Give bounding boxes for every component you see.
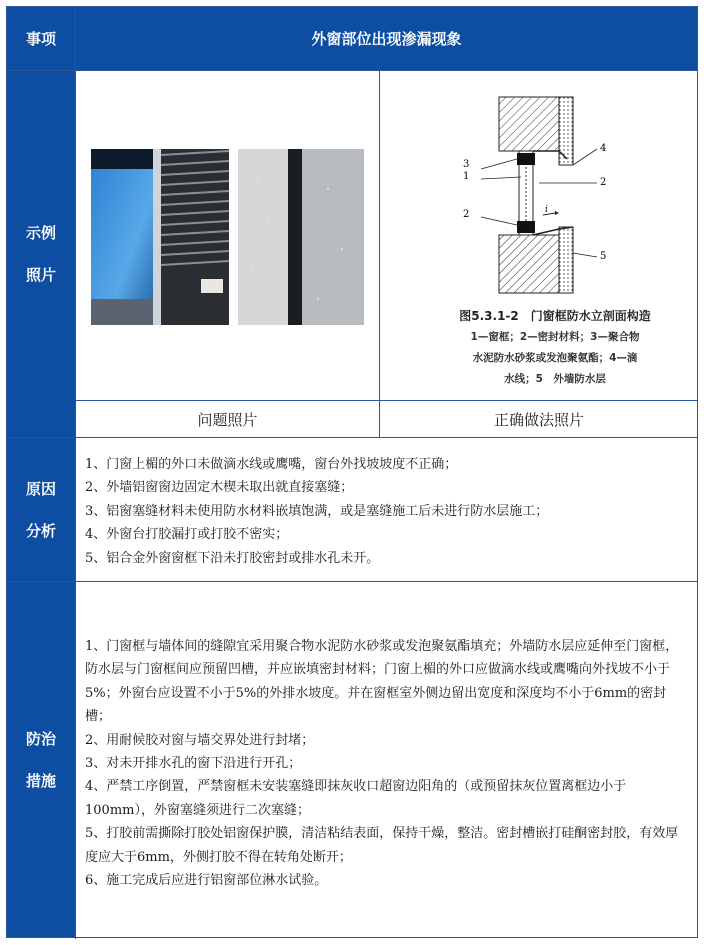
- callout-label: i: [545, 205, 548, 215]
- list-item: 3、铝窗塞缝材料未使用防水材料嵌填饱满，或是塞缝施工后未进行防水层施工；: [85, 503, 549, 519]
- list-item: 3、对未开排水孔的窗下沿进行开孔；: [85, 756, 302, 772]
- page-title: 外窗部位出现渗漏现象: [311, 30, 462, 48]
- example-label-line1: 示例: [25, 224, 56, 242]
- problem-photo-caption: 问题照片: [197, 410, 258, 429]
- list-item: 5、铝合金外窗窗框下沿未打胶密封或排水孔未开。: [85, 550, 380, 566]
- window-frame-section-diagram: [459, 93, 609, 299]
- problem-photo-window: [91, 149, 229, 325]
- list-item: 2、用耐候胶对窗与墙交界处进行封堵；: [85, 732, 315, 748]
- header-left-cell: [7, 7, 75, 70]
- callout-label: 4: [600, 143, 607, 154]
- cause-list: [85, 453, 689, 570]
- callout-label: 5: [600, 251, 607, 262]
- divider: [379, 71, 380, 437]
- info-table: [6, 6, 698, 938]
- cause-label-line2: 分析: [25, 521, 56, 540]
- list-item: 6、施工完成后应进行铝窗部位淋水试验。: [85, 873, 328, 889]
- list-item: 1、门窗框与墙体间的缝隙宜采用聚合物水泥防水砂浆或发泡聚氨酯填充；外墙防水层应延伸至门窗框，防水层与门窗框间应预留凹槽，并应嵌填密封材料；门窗上楣的外口应做滴水线或鹰嘴向外找坡不小于5%；外窗台应设置不小于5%的外排水坡度。并在窗框室外侧边留出宽度和深度均不小于6mm的密封槽；: [85, 639, 679, 725]
- example-label-line2: 照片: [25, 266, 56, 284]
- header-title-cell: [76, 7, 697, 70]
- list-item: 1、门窗上楣的外口未做滴水线或鹰嘴，窗台外找坡坡度不正确；: [85, 457, 458, 472]
- measures-label-line1: 防治: [25, 729, 56, 748]
- measures-label-cell: [7, 582, 75, 937]
- divider: [7, 70, 697, 71]
- figure-legend-line: 水线；5 外墙防水层: [504, 373, 606, 385]
- list-item: 4、严禁工序倒置，严禁窗框未安装塞缝即抹灰收口超窗边阳角的（或预留抹灰位置离框边小于100mm），外窗塞缝须进行二次塞缝；: [85, 779, 627, 818]
- figure-legend: [435, 327, 675, 390]
- callout-label: 1: [463, 171, 470, 182]
- figure-legend-line: 水泥防水砂浆或发泡聚氨酯；4—滴: [472, 352, 638, 364]
- figure-legend-line: 1—窗框；2—密封材料；3—聚合物: [470, 331, 640, 343]
- callout-label: 3: [463, 159, 470, 170]
- callout-label: 2: [463, 209, 470, 220]
- example-label-cell: [7, 71, 75, 437]
- divider: [75, 7, 76, 939]
- callout-label: 2: [600, 177, 607, 188]
- measures-list: [85, 635, 689, 892]
- cause-label-cell: [7, 438, 75, 581]
- list-item: 4、外窗台打胶漏打或打胶不密实；: [85, 527, 289, 543]
- header-left-label: 事项: [25, 29, 56, 48]
- divider: [7, 581, 697, 582]
- correct-photo-caption: 正确做法照片: [493, 410, 584, 429]
- list-item: 5、打胶前需撕除打胶处铝窗保护膜，清洁粘结表面，保持干燥，整洁。密封槽嵌打硅酮密封胶，有效厚度应大于6mm，外侧打胶不得在转角处断开；: [85, 826, 679, 865]
- figure-title: 图5.3.1-2 门窗框防水立剖面构造: [459, 309, 651, 323]
- cause-label-line1: 原因: [25, 479, 56, 498]
- measures-label-line2: 措施: [25, 771, 56, 790]
- problem-photo-wall-seam: [238, 149, 364, 325]
- divider: [7, 437, 697, 438]
- list-item: 2、外墙铝窗窗边固定木楔未取出就直接塞缝；: [85, 480, 354, 496]
